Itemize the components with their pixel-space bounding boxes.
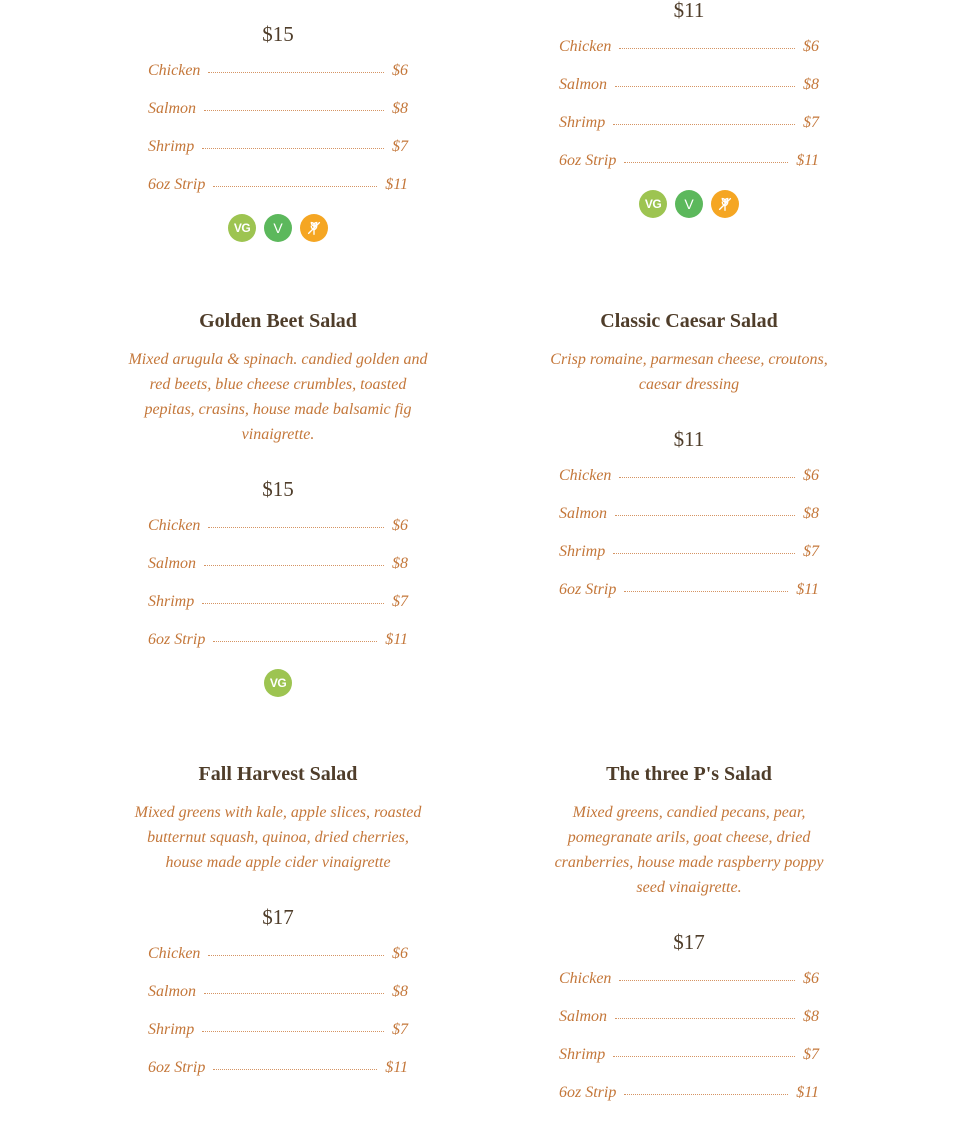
addon-name: Shrimp <box>148 593 195 610</box>
addon-row <box>559 66 819 104</box>
dot-leader <box>615 85 795 87</box>
addon-row <box>559 457 819 495</box>
addon-price: $7 <box>803 1046 819 1063</box>
addon-price: $8 <box>392 983 408 1000</box>
addon-name: 6oz Strip <box>148 631 206 648</box>
diet-badges <box>118 669 438 697</box>
addon-list <box>148 52 408 204</box>
addon-row <box>148 1011 408 1049</box>
vegan-icon: VG <box>639 190 667 218</box>
dot-leader <box>202 147 384 149</box>
addon-name: Salmon <box>148 555 196 572</box>
addon-name: Salmon <box>148 983 196 1000</box>
addon-row <box>559 571 819 609</box>
item-price: $15 <box>262 22 294 46</box>
addon-price: $11 <box>796 1084 819 1101</box>
item-title: Classic Caesar Salad <box>600 310 778 332</box>
item-description: Mixed greens with kale, apple slices, roasted butternut squash, quinoa, dried cherries, house made apple cider vinaigrette <box>134 804 422 871</box>
dot-leader <box>624 161 788 163</box>
dot-leader <box>624 1093 788 1095</box>
dot-leader <box>204 564 384 566</box>
dot-leader <box>204 109 384 111</box>
addon-price: $6 <box>392 62 408 79</box>
dot-leader <box>208 71 384 73</box>
addon-row <box>559 1036 819 1074</box>
addon-name: Shrimp <box>559 114 606 131</box>
addon-name: Chicken <box>148 945 201 962</box>
menu-card <box>529 0 849 218</box>
dot-leader <box>213 640 377 642</box>
addon-price: $6 <box>392 517 408 534</box>
addon-price: $11 <box>796 581 819 598</box>
addon-price: $6 <box>803 970 819 987</box>
diet-badges <box>529 190 849 218</box>
addon-name: Shrimp <box>148 1021 195 1038</box>
item-title: Golden Beet Salad <box>199 310 357 332</box>
item-price: $17 <box>673 930 705 954</box>
addon-row <box>148 52 408 90</box>
addon-name: Salmon <box>559 1008 607 1025</box>
addon-list <box>148 507 408 659</box>
vegetarian-icon: V <box>264 214 292 242</box>
item-price: $11 <box>673 0 705 22</box>
item-title: The three P's Salad <box>606 763 772 785</box>
menu-card <box>118 309 438 697</box>
addon-row <box>148 621 408 659</box>
addon-price: $6 <box>803 467 819 484</box>
addon-row <box>559 28 819 66</box>
addon-price: $8 <box>392 555 408 572</box>
item-price: $15 <box>262 477 294 501</box>
addon-name: Chicken <box>559 467 612 484</box>
item-description: Crisp romaine, parmesan cheese, croutons, caesar dressing <box>550 351 828 393</box>
item-price: $11 <box>673 427 705 451</box>
menu-card <box>118 762 438 1087</box>
addon-row <box>148 935 408 973</box>
addon-price: $8 <box>392 100 408 117</box>
addon-row <box>559 960 819 998</box>
dot-leader <box>208 954 384 956</box>
vegan-icon: VG <box>228 214 256 242</box>
menu-card <box>118 22 438 242</box>
dot-leader <box>202 602 384 604</box>
menu-card <box>529 309 849 609</box>
menu-card <box>529 762 849 1112</box>
dot-leader <box>619 47 795 49</box>
addon-price: $6 <box>392 945 408 962</box>
addon-row <box>559 533 819 571</box>
addon-price: $8 <box>803 76 819 93</box>
addon-name: Chicken <box>148 517 201 534</box>
item-price: $17 <box>262 905 294 929</box>
addon-name: Shrimp <box>148 138 195 155</box>
addon-price: $8 <box>803 1008 819 1025</box>
addon-row <box>559 104 819 142</box>
dot-leader <box>615 1017 795 1019</box>
dot-leader <box>619 979 795 981</box>
addon-name: Chicken <box>559 38 612 55</box>
addon-name: Salmon <box>559 76 607 93</box>
addon-name: 6oz Strip <box>148 176 206 193</box>
addon-row <box>559 142 819 180</box>
addon-price: $7 <box>803 114 819 131</box>
item-description: Mixed greens, candied pecans, pear, pomegranate arils, goat cheese, dried cranberries, house made raspberry poppy seed vinaigrette. <box>554 804 824 896</box>
addon-price: $7 <box>392 593 408 610</box>
addon-name: Shrimp <box>559 1046 606 1063</box>
addon-row <box>148 1049 408 1087</box>
addon-name: Salmon <box>148 100 196 117</box>
dot-leader <box>213 1068 377 1070</box>
addon-price: $8 <box>803 505 819 522</box>
addon-row <box>148 507 408 545</box>
addon-row <box>148 973 408 1011</box>
dot-leader <box>204 992 384 994</box>
addon-price: $7 <box>803 543 819 560</box>
addon-row <box>148 90 408 128</box>
addon-row <box>559 495 819 533</box>
dot-leader <box>208 526 384 528</box>
addon-price: $11 <box>385 1059 408 1076</box>
item-description: Mixed arugula & spinach. candied golden and red beets, blue cheese crumbles, toasted pepitas, crasins, house made balsamic fig vinaigrette. <box>128 351 428 443</box>
dot-leader <box>615 514 795 516</box>
dot-leader <box>613 552 795 554</box>
addon-row <box>148 545 408 583</box>
addon-price: $7 <box>392 1021 408 1038</box>
addon-list <box>559 960 819 1112</box>
dot-leader <box>613 1055 795 1057</box>
addon-list <box>559 28 819 180</box>
addon-name: Salmon <box>559 505 607 522</box>
dot-leader <box>213 185 377 187</box>
addon-price: $11 <box>385 176 408 193</box>
vegan-icon: VG <box>264 669 292 697</box>
addon-name: Chicken <box>148 62 201 79</box>
addon-row <box>148 128 408 166</box>
addon-row <box>559 998 819 1036</box>
addon-name: Chicken <box>559 970 612 987</box>
dot-leader <box>613 123 795 125</box>
addon-price: $11 <box>385 631 408 648</box>
addon-row <box>148 166 408 204</box>
addon-name: 6oz Strip <box>559 581 617 598</box>
addon-list <box>559 457 819 609</box>
addon-price: $6 <box>803 38 819 55</box>
vegetarian-icon: V <box>675 190 703 218</box>
addon-price: $7 <box>392 138 408 155</box>
addon-name: 6oz Strip <box>148 1059 206 1076</box>
gluten-free-icon <box>711 190 739 218</box>
addon-row <box>559 1074 819 1112</box>
addon-list <box>148 935 408 1087</box>
addon-name: 6oz Strip <box>559 1084 617 1101</box>
item-title: Fall Harvest Salad <box>198 763 358 785</box>
dot-leader <box>202 1030 384 1032</box>
dot-leader <box>624 590 788 592</box>
addon-name: Shrimp <box>559 543 606 560</box>
diet-badges <box>118 214 438 242</box>
gluten-free-icon <box>300 214 328 242</box>
dot-leader <box>619 476 795 478</box>
addon-row <box>148 583 408 621</box>
addon-price: $11 <box>796 152 819 169</box>
addon-name: 6oz Strip <box>559 152 617 169</box>
